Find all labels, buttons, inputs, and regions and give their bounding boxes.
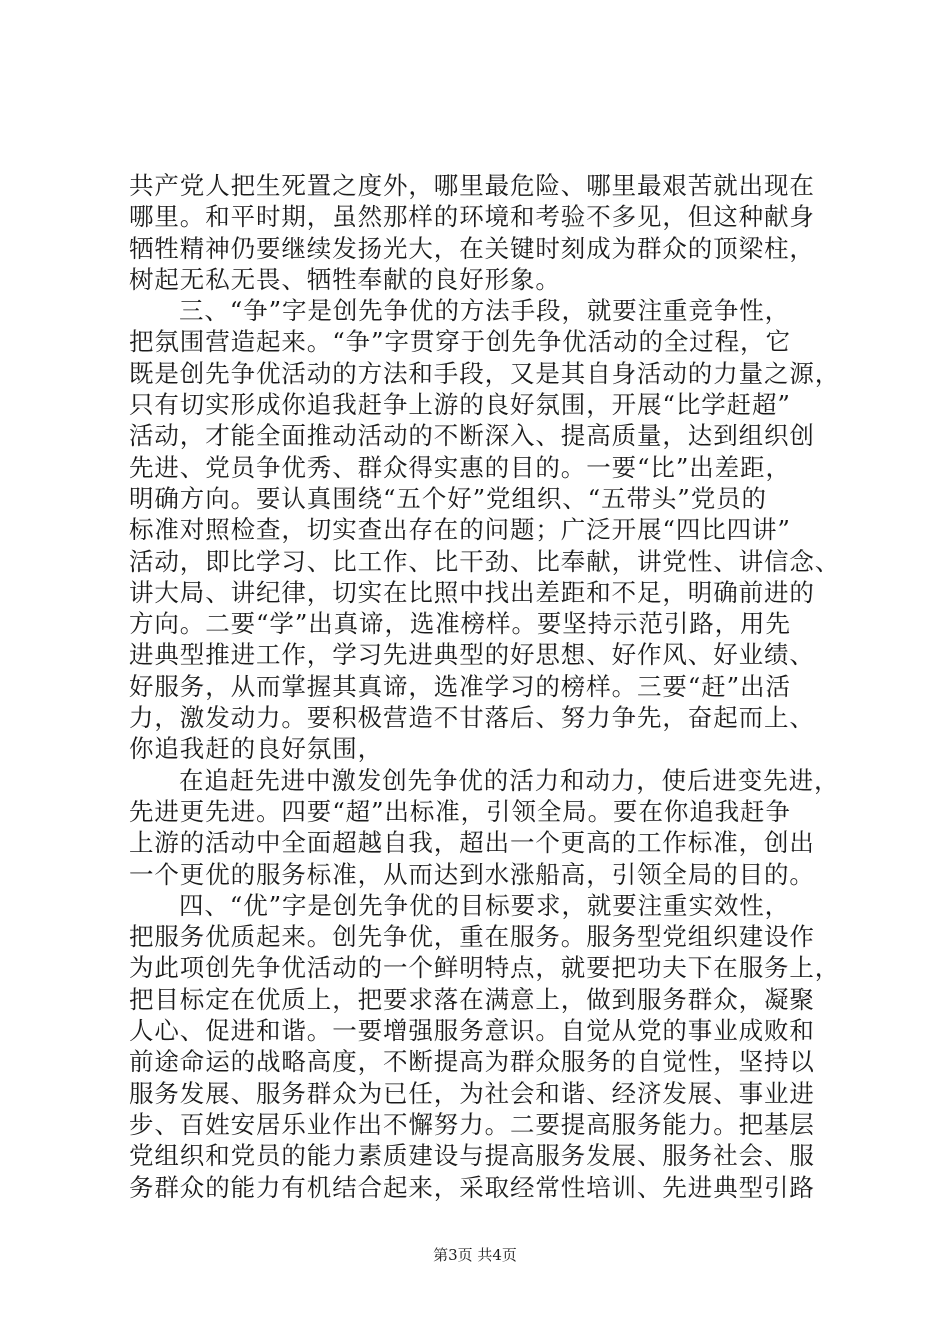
text-line: 共产党人把生死置之度外，哪里最危险、哪里最艰苦就出现在 bbox=[129, 171, 815, 200]
text-line: 上游的活动中全面超越自我，超出一个更高的工作标准，创出 bbox=[129, 828, 815, 858]
text-line: 三、“争”字是创先争优的方法手段，就要注重竞争性， bbox=[179, 296, 791, 326]
text-line: 一个更优的服务标准，从而达到水涨船高，引领全局的目的。 bbox=[129, 859, 815, 889]
text-line: 标准对照检查，切实查出存在的问题；广泛开展“四比四讲” bbox=[129, 515, 791, 545]
text-line: 为此项创先争优活动的一个鲜明特点，就要把功夫下在服务上， bbox=[129, 953, 841, 983]
text-line: 党组织和党员的能力素质建设与提高服务发展、服务社会、服 bbox=[129, 1141, 815, 1171]
text-line: 活动，即比学习、比工作、比干劲、比奉献，讲党性、讲信念、 bbox=[129, 546, 841, 576]
body-text bbox=[129, 170, 841, 1203]
text-line: 讲大局、讲纪律，切实在比照中找出差距和不足，明确前进的 bbox=[129, 577, 815, 607]
text-line: 务群众的能力有机结合起来，采取经常性培训、先进典型引路 bbox=[129, 1172, 815, 1202]
text-line: 进典型推进工作，学习先进典型的好思想、好作风、好业绩、 bbox=[129, 640, 815, 670]
text-line: 好服务，从而掌握其真谛，选准学习的榜样。三要“赶”出活 bbox=[129, 671, 791, 701]
text-line: 前途命运的战略高度，不断提高为群众服务的自觉性，坚持以 bbox=[129, 1047, 815, 1077]
text-line: 你追我赶的良好氛围， bbox=[129, 734, 383, 764]
text-line: 四、“优”字是创先争优的目标要求，就要注重实效性， bbox=[179, 890, 791, 920]
text-line: 服务发展、服务群众为已任，为社会和谐、经济发展、事业进 bbox=[129, 1078, 815, 1108]
text-line: 力，激发动力。要积极营造不甘落后、努力争先，奋起而上、 bbox=[129, 703, 815, 733]
text-line: 先进、党员争优秀、群众得实惠的目的。一要“比”出差距， bbox=[129, 452, 791, 482]
text-line: 把氛围营造起来。“争”字贯穿于创先争优活动的全过程，它 bbox=[129, 327, 791, 357]
text-line: 步、百姓安居乐业作出不懈努力。二要提高服务能力。把基层 bbox=[129, 1109, 815, 1139]
text-line: 把目标定在优质上，把要求落在满意上，做到服务群众，凝聚 bbox=[129, 984, 815, 1014]
text-line: 人心、促进和谐。一要增强服务意识。自觉从党的事业成败和 bbox=[129, 1016, 815, 1046]
text-line: 只有切实形成你追我赶争上游的良好氛围，开展“比学赶超” bbox=[129, 390, 791, 420]
text-line: 树起无私无畏、牺牲奉献的良好形象。 bbox=[129, 264, 561, 294]
text-line: 牺牲精神仍要继续发扬光大，在关键时刻成为群众的顶梁柱， bbox=[129, 233, 815, 263]
text-line: 在追赶先进中激发创先争优的活力和动力，使后进变先进， bbox=[179, 765, 840, 795]
text-line: 既是创先争优活动的方法和手段，又是其自身活动的力量之源， bbox=[129, 358, 841, 388]
text-line: 活动，才能全面推动活动的不断深入、提高质量，达到组织创 bbox=[129, 421, 815, 451]
text-line: 先进更先进。四要“超”出标准，引领全局。要在你追我赶争 bbox=[129, 796, 791, 826]
text-line: 明确方向。要认真围绕“五个好”党组织、“五带头”党员的 bbox=[129, 483, 767, 513]
page-number-footer: 第3页 共4页 bbox=[433, 1246, 517, 1264]
text-line: 把服务优质起来。创先争优，重在服务。服务型党组织建设作 bbox=[129, 922, 815, 952]
text-line: 方向。二要“学”出真谛，选准榜样。要坚持示范引路，用先 bbox=[129, 609, 791, 639]
text-line: 哪里。和平时期，虽然那样的环境和考验不多见，但这种献身 bbox=[129, 202, 815, 232]
